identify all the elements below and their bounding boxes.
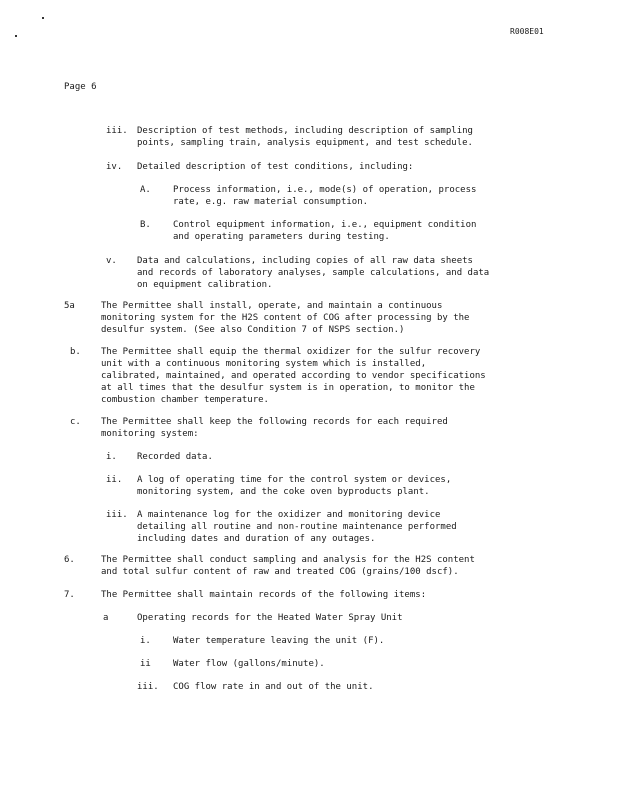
item-line: including dates and duration of any outages. bbox=[137, 534, 376, 544]
item-line: The Permittee shall install, operate, and maintain a continuous bbox=[101, 301, 443, 311]
item-number: 7. bbox=[64, 590, 75, 600]
item-number: b. bbox=[70, 347, 81, 357]
item-line: Water flow (gallons/minute). bbox=[173, 659, 325, 669]
item-number: iv. bbox=[106, 162, 123, 172]
document-id: R008E01 bbox=[510, 27, 544, 36]
item-number: 6. bbox=[64, 555, 75, 565]
item-line: monitoring system, and the coke oven byproducts plant. bbox=[137, 487, 430, 497]
item-line: A maintenance log for the oxidizer and monitoring device bbox=[137, 510, 441, 520]
item-number: v. bbox=[106, 256, 117, 266]
item-number: iii. bbox=[137, 682, 159, 692]
item-line: monitoring system for the H2S content of COG after processing by the bbox=[101, 313, 470, 323]
item-number: iii. bbox=[106, 126, 128, 136]
item-number: ii bbox=[140, 659, 151, 669]
item-line: and total sulfur content of raw and treated COG (grains/100 dscf). bbox=[101, 567, 459, 577]
item-line: Detailed description of test conditions, including: bbox=[137, 162, 414, 172]
item-line: at all times that the desulfur system is in operation, to monitor the bbox=[101, 383, 475, 393]
item-line: The Permittee shall keep the following records for each required bbox=[101, 417, 448, 427]
item-line: combustion chamber temperature. bbox=[101, 395, 269, 405]
item-line: Process information, i.e., mode(s) of operation, process bbox=[173, 185, 477, 195]
item-line: desulfur system. (See also Condition 7 of NSPS section.) bbox=[101, 325, 405, 335]
item-line: rate, e.g. raw material consumption. bbox=[173, 197, 369, 207]
item-line: Control equipment information, i.e., equipment condition bbox=[173, 220, 477, 230]
item-number: i. bbox=[140, 636, 151, 646]
item-line: Water temperature leaving the unit (F). bbox=[173, 636, 385, 646]
item-line: monitoring system: bbox=[101, 429, 199, 439]
item-number: a bbox=[103, 613, 109, 623]
item-line: The Permittee shall equip the thermal oxidizer for the sulfur recovery bbox=[101, 347, 481, 357]
item-number: i. bbox=[106, 452, 117, 462]
item-line: points, sampling train, analysis equipment, and test schedule. bbox=[137, 138, 473, 148]
item-number: 5a bbox=[64, 301, 75, 311]
item-line: and records of laboratory analyses, sample calculations, and data bbox=[137, 268, 490, 278]
scan-speck bbox=[42, 17, 44, 19]
item-line: and operating parameters during testing. bbox=[173, 232, 390, 242]
item-line: Data and calculations, including copies of all raw data sheets bbox=[137, 256, 473, 266]
item-line: COG flow rate in and out of the unit. bbox=[173, 682, 374, 692]
page-label: Page 6 bbox=[64, 82, 97, 92]
item-number: ii. bbox=[106, 475, 123, 485]
item-line: Description of test methods, including description of sampling bbox=[137, 126, 473, 136]
item-line: detailing all routine and non-routine maintenance performed bbox=[137, 522, 457, 532]
item-line: Recorded data. bbox=[137, 452, 213, 462]
item-line: The Permittee shall maintain records of the following items: bbox=[101, 590, 427, 600]
item-line: Operating records for the Heated Water Spray Unit bbox=[137, 613, 403, 623]
item-line: The Permittee shall conduct sampling and analysis for the H2S content bbox=[101, 555, 475, 565]
item-line: A log of operating time for the control system or devices, bbox=[137, 475, 452, 485]
item-line: calibrated, maintained, and operated according to vendor specifications bbox=[101, 371, 486, 381]
item-number: A. bbox=[140, 185, 151, 195]
item-number: iii. bbox=[106, 510, 128, 520]
scan-speck bbox=[15, 35, 17, 37]
item-line: on equipment calibration. bbox=[137, 280, 273, 290]
item-number: B. bbox=[140, 220, 151, 230]
item-number: c. bbox=[70, 417, 81, 427]
item-line: unit with a continuous monitoring system which is installed, bbox=[101, 359, 427, 369]
